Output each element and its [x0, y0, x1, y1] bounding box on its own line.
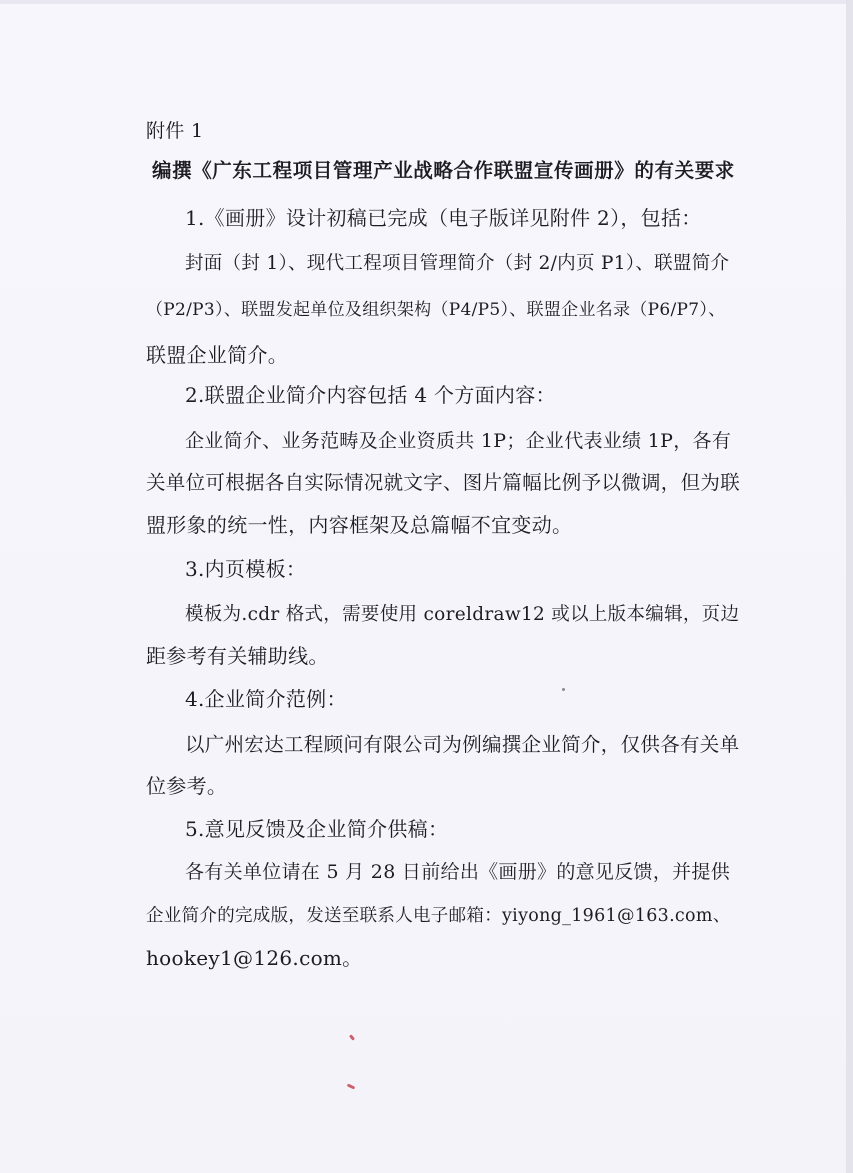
item-4-body-line-2: 位参考。: [146, 774, 228, 798]
item-5-body-line-3: hookey1@126.com。: [146, 946, 363, 970]
item-1-body-line-2: （P2/P3）、联盟发起单位及组织架构（P4/P5）、联盟企业名录（P6/P7）、: [146, 300, 726, 320]
item-2-body-line-1: 企业简介、业务范畴及企业资质共 1P；企业代表业绩 1P，各有: [185, 430, 732, 452]
item-4-heading: 4.企业简介范例：: [185, 687, 347, 711]
scan-edge-top: [0, 0, 853, 4]
item-1-body-line-3: 联盟企业简介。: [146, 343, 289, 367]
document-title: 编撰《广东工程项目管理产业战略合作联盟宣传画册》的有关要求: [152, 159, 735, 182]
item-5-body-line-1: 各有关单位请在 5 月 28 日前给出《画册》的意见反馈，并提供: [185, 861, 731, 883]
item-3-body-line-2: 距参考有关辅助线。: [146, 644, 329, 668]
item-3-body-line-1: 模板为.cdr 格式，需要使用 coreldraw12 或以上版本编辑，页边: [185, 604, 740, 625]
item-5-heading: 5.意见反馈及企业简介供稿：: [185, 817, 449, 841]
attachment-label: 附件 1: [146, 120, 204, 142]
item-1-body-line-1: 封面（封 1）、现代工程项目管理简介（封 2/内页 P1）、联盟简介: [185, 253, 730, 274]
item-2-body-line-3: 盟形象的统一性，内容框架及总篇幅不宜变动。: [146, 513, 573, 537]
item-5-body-line-2: 企业简介的完成版，发送至联系人电子邮箱：yiyong_1961@163.com、: [146, 906, 731, 926]
item-1-heading: 1.《画册》设计初稿已完成（电子版详见附件 2），包括：: [185, 206, 702, 230]
item-3-heading: 3.内页模板：: [185, 557, 307, 581]
red-ink-mark: [347, 1083, 356, 1089]
item-2-heading: 2.联盟企业简介内容包括 4 个方面内容：: [185, 383, 556, 407]
item-4-body-line-1: 以广州宏达工程顾问有限公司为例编撰企业简介，仅供各有关单: [185, 733, 740, 756]
item-2-body-line-2: 关单位可根据各自实际情况就文字、图片篇幅比例予以微调，但为联: [146, 471, 741, 494]
scan-edge-right: [846, 0, 853, 1173]
red-ink-mark: [349, 1034, 355, 1041]
scan-speck: [562, 688, 565, 691]
